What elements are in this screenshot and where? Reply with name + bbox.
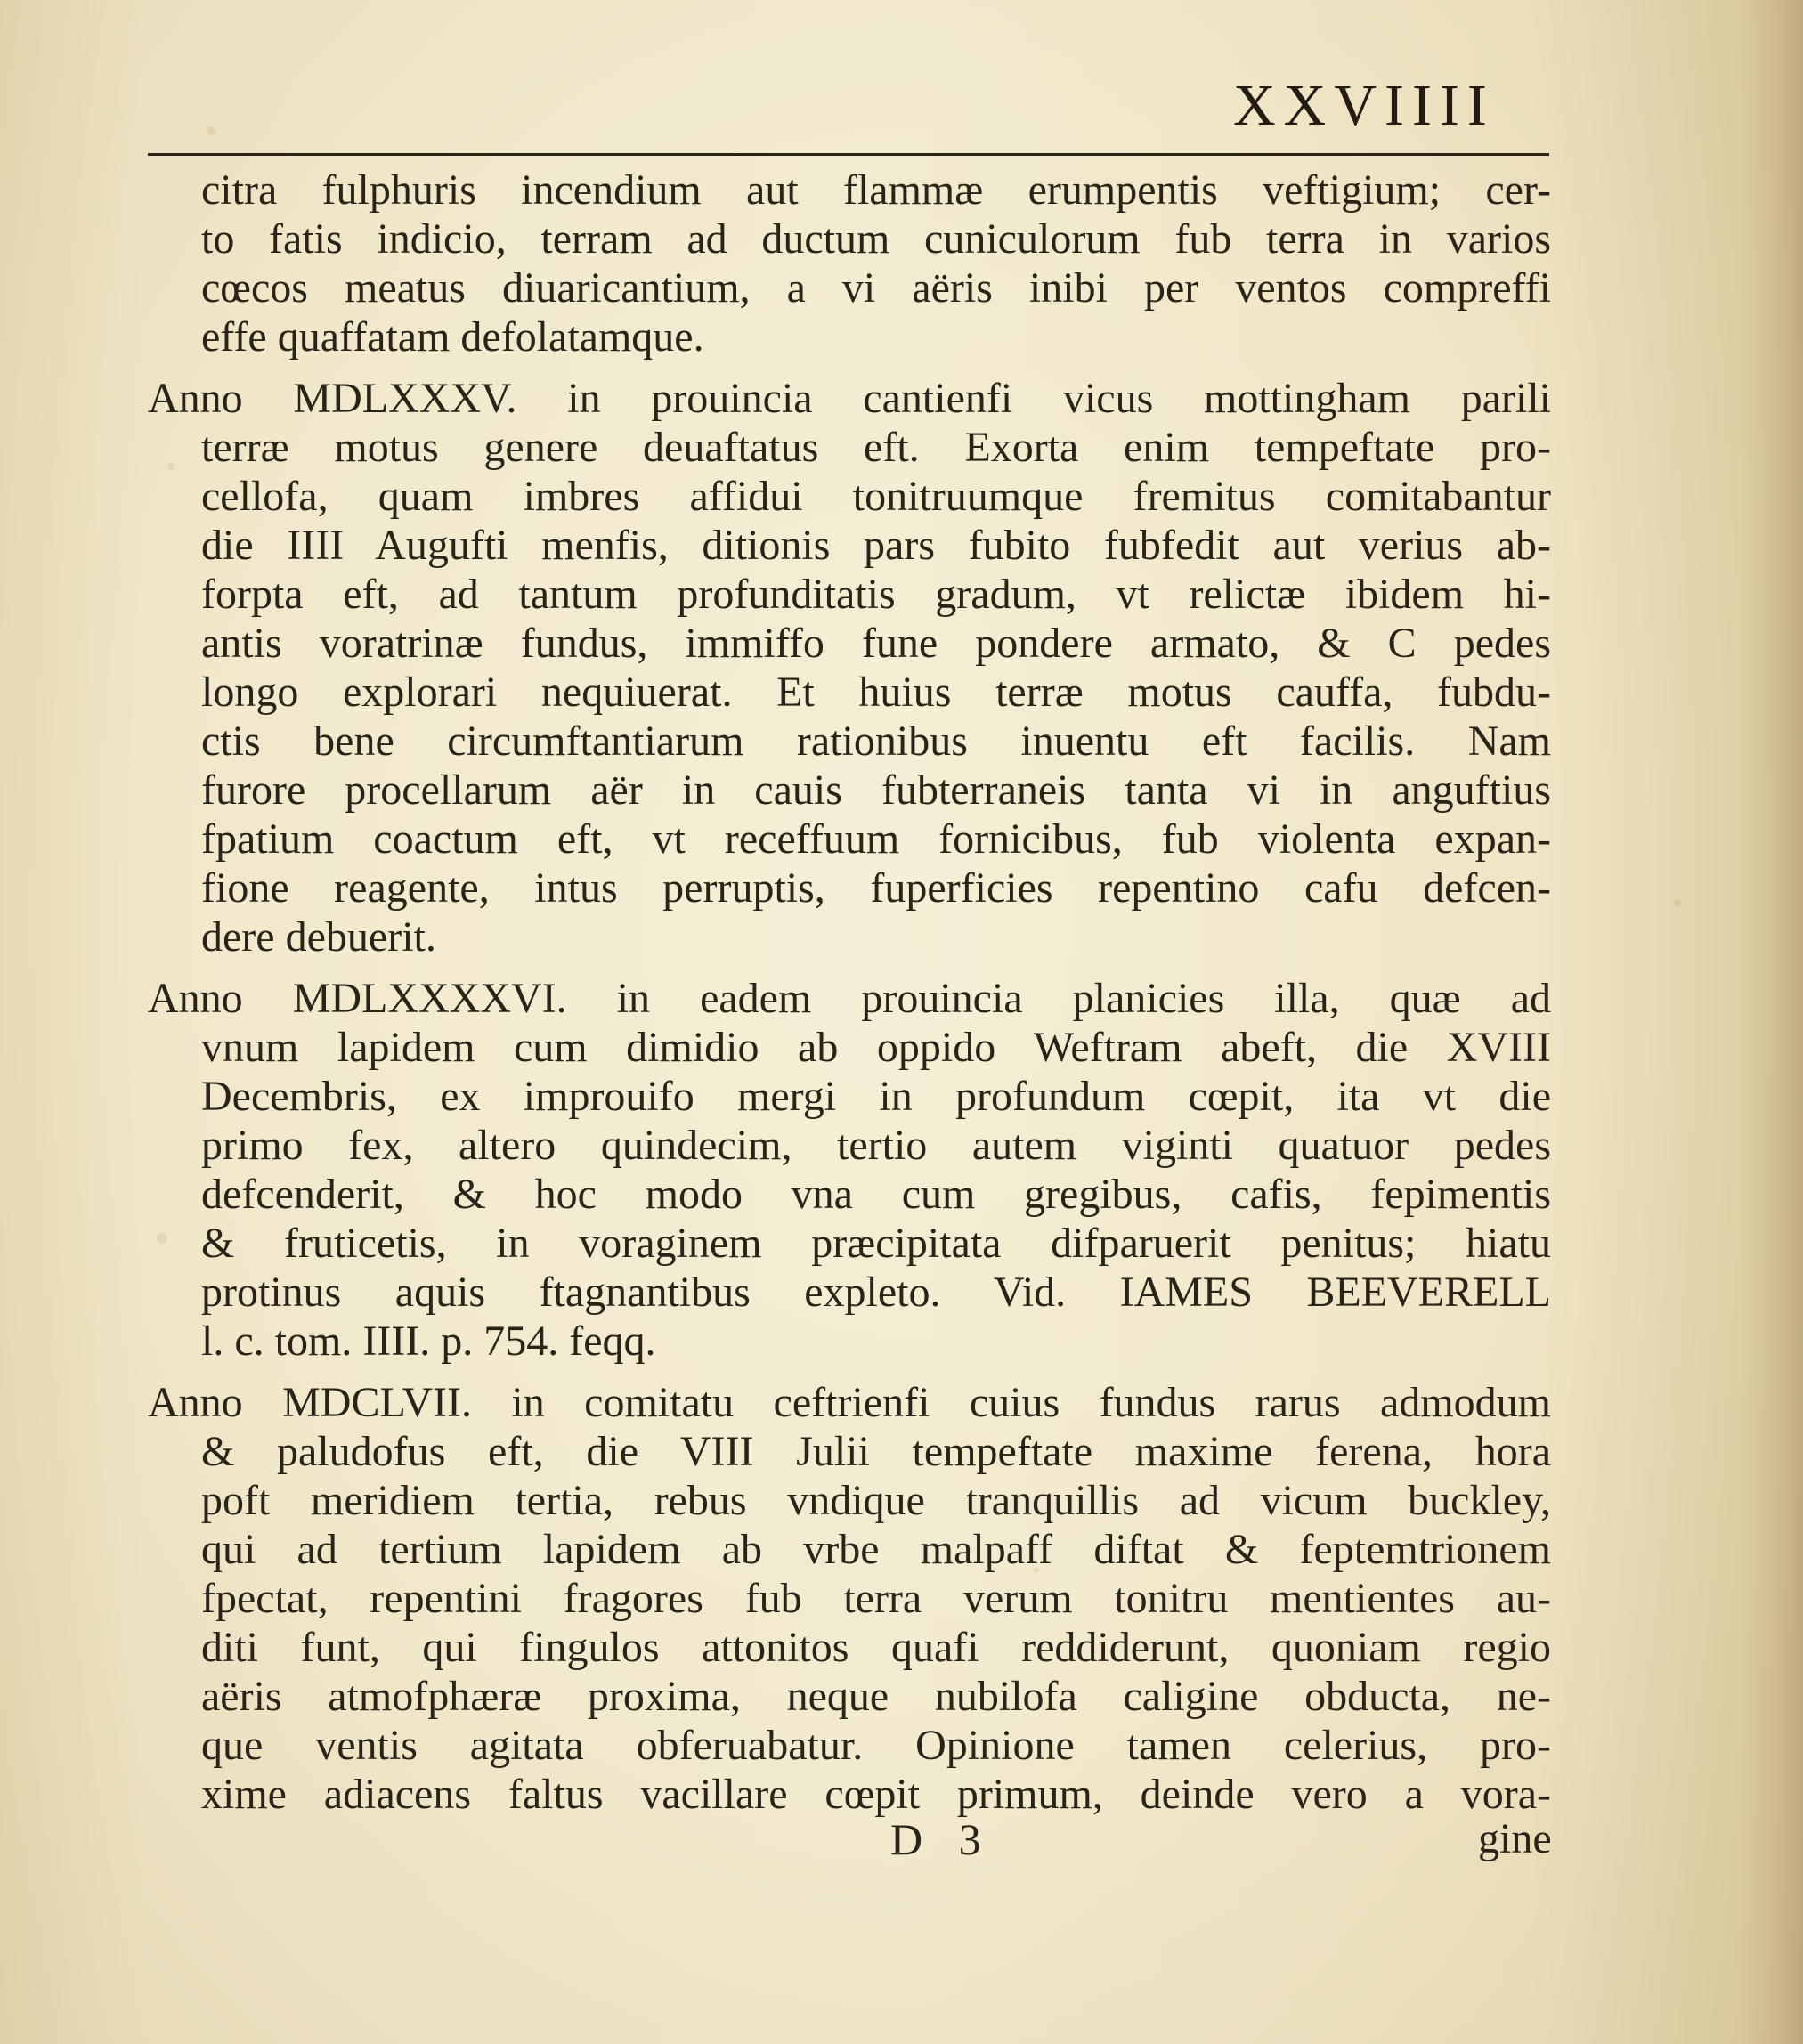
text-line: fione reagente, intus perruptis, fuperficies repentino cafu defcen- [201,864,1551,912]
text-line: & fruticetis, in voraginem præcipitata difparuerit penitus; hiatu [201,1220,1551,1267]
text-line: cœcos meatus diuaricantium, a vi aëris inibi per ventos compreffi [201,264,1551,312]
text-line: fpatium coactum eft, vt receffuum fornicibus, fub violenta expan- [201,815,1551,863]
text-line: xime adiacens faltus vacillare cœpit primum, deinde vero a vora- [201,1771,1551,1818]
body-text [148,166,1551,1819]
page-edge-shadow [1741,0,1803,2044]
text-line: primo fex, altero quindecim, tertio autem viginti quatuor pedes [201,1122,1551,1169]
text-line: dere debuerit. [201,913,436,961]
text-line: ctis bene circumftantiarum rationibus inuentu eft facilis. Nam [201,718,1551,765]
text-line: die IIII Augufti menfis, ditionis pars fubito fubfedit aut verius ab- [201,522,1551,569]
text-line: Decembris, ex improuifo mergi in profundum cœpit, ita vt die [201,1073,1551,1120]
catchword: gine [1478,1815,1552,1862]
text-line: defcenderit, & hoc modo vna cum gregibus, cafis, fepimentis [201,1171,1551,1218]
header-rule [148,153,1549,156]
entry-gap [148,1366,1551,1378]
text-line: vnum lapidem cum dimidio ab oppido Weftram abeft, die XVIII [201,1024,1551,1071]
text-line: to fatis indicio, terram ad ductum cuniculorum fub terra in varios [201,215,1551,263]
text-line: citra fulphuris incendium aut flammæ erumpentis veftigium; cer- [201,166,1551,214]
text-line: forpta eft, ad tantum profunditatis gradum, vt relictæ ibidem hi- [201,571,1551,618]
text-line: diti funt, qui fingulos attonitos quafi reddiderunt, quoniam regio [201,1624,1551,1671]
text-line: qui ad tertium lapidem ab vrbe malpaff diftat & feptemtrionem [201,1526,1551,1573]
text-line: poft meridiem tertia, rebus vndique tranquillis ad vicum buckley, [201,1477,1551,1524]
entry-first-line: Anno MDLXXXV. in prouincia cantienfi vicus mottingham parili [148,375,1551,422]
text-line: & paludofus eft, die VIII Julii tempeftate maxime ferena, hora [201,1428,1551,1475]
text-line: furore procellarum aër in cauis fubterraneis tanta vi in anguftius [201,766,1551,814]
text-line: effe quaffatam defolatamque. [201,313,704,361]
text-line: cellofa, quam imbres affidui tonitruumque fremitus comitabantur [201,473,1551,520]
text-line: aëris atmofphæræ proxima, neque nubilofa caligine obducta, ne- [201,1673,1551,1720]
page-footer [0,1813,1803,1866]
text-line: que ventis agitata obferuabatur. Opinione tamen celerius, pro- [201,1722,1551,1769]
entry-gap [148,961,1551,974]
text-line: l. c. tom. IIII. p. 754. feqq. [201,1318,656,1365]
text-line: longo explorari nequiuerat. Et huius terræ motus cauffa, fubdu- [201,669,1551,716]
page-folio-number: XXVIIII [1233,73,1495,138]
text-line: protinus aquis ftagnantibus expleto. Vid. IAMES BEEVERELL [201,1269,1551,1316]
foxing-spot [1674,899,1682,907]
entry-first-line: Anno MDCLVII. in comitatu ceftrienfi cuius fundus rarus admodum [148,1379,1551,1426]
text-line: antis voratrinæ fundus, immiffo fune pondere armato, & C pedes [201,620,1551,667]
text-line: terræ motus genere deuaftatus eft. Exorta enim tempeftate pro- [201,424,1551,471]
entry-first-line: Anno MDLXXXXVI. in eadem prouincia planicies illa, quæ ad [148,975,1551,1022]
foxing-spot [207,126,215,135]
entry-gap [148,361,1551,374]
signature-mark: D 3 [890,1814,994,1864]
text-line: fpectat, repentini fragores fub terra verum tonitru mentientes au- [201,1575,1551,1622]
